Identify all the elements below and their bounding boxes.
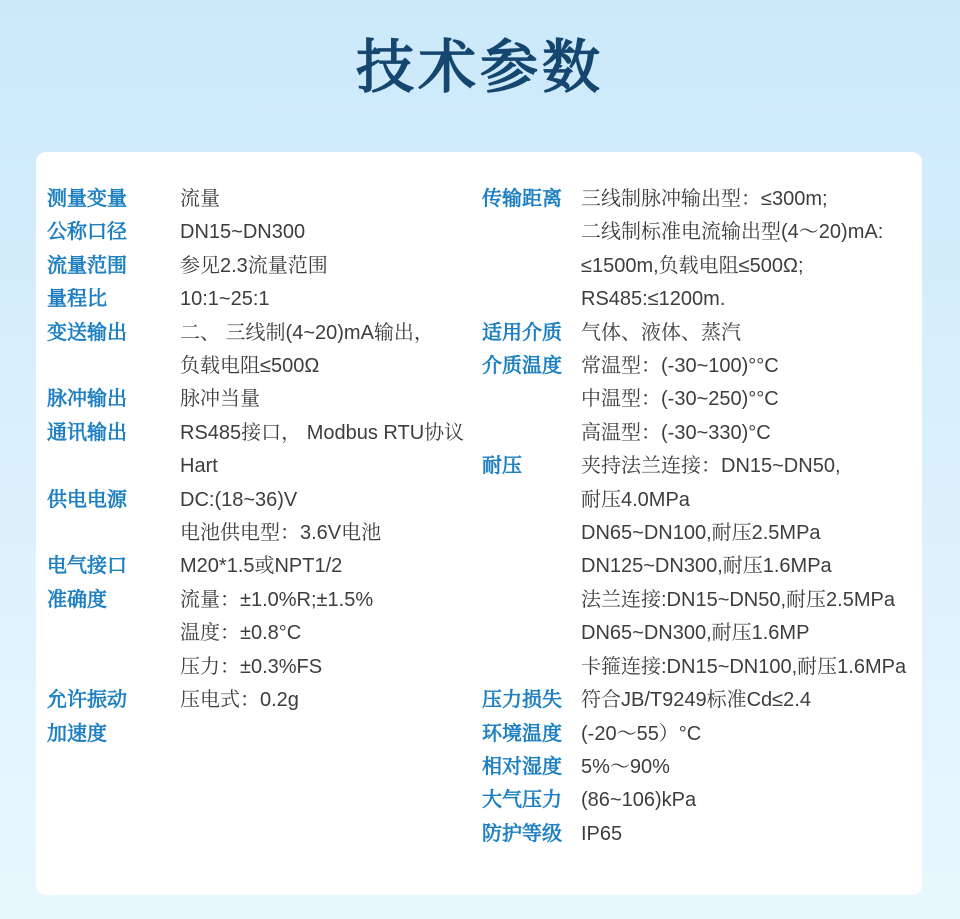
spec-label <box>482 350 581 383</box>
spec-value <box>581 751 922 784</box>
spec-value <box>180 250 482 283</box>
spec-card <box>36 152 922 895</box>
spec-row <box>482 183 922 317</box>
spec-value-line: 压力：±0.3%FS <box>180 655 323 678</box>
spec-label-line: 脉冲输出 <box>47 388 127 411</box>
spec-label <box>482 450 581 483</box>
spec-value <box>180 383 482 416</box>
spec-label-line: 允许振动 <box>47 689 127 712</box>
spec-row <box>47 484 482 551</box>
spec-value-line: DN65~DN100,耐压2.5MPa <box>581 522 821 545</box>
spec-column-left <box>47 183 482 751</box>
spec-label <box>47 484 180 517</box>
spec-value <box>180 317 482 384</box>
spec-label-line: 变送输出 <box>47 321 127 344</box>
spec-label-line: 加速度 <box>47 722 107 745</box>
spec-label <box>482 684 581 717</box>
spec-label <box>47 183 180 216</box>
spec-label-line: 量程比 <box>47 288 107 311</box>
spec-value-line: 夹持法兰连接：DN15~DN50, <box>581 455 841 478</box>
spec-value-line: 符合JB/T9249标准Cd≤2.4 <box>581 689 811 712</box>
spec-row <box>47 283 482 316</box>
spec-label <box>47 584 180 617</box>
spec-value-line: 二线制标准电流输出型(4～20)mA: <box>581 221 884 244</box>
spec-label <box>47 684 180 751</box>
spec-value-line: (-20～55）°C <box>581 722 702 745</box>
spec-value-line: 脉冲当量 <box>180 388 260 411</box>
spec-value <box>180 584 482 684</box>
spec-value-line: 10:1~25:1 <box>180 288 270 311</box>
spec-row <box>47 183 482 216</box>
spec-label-line: 压力损失 <box>482 689 562 712</box>
spec-label-line: 大气压力 <box>482 789 562 812</box>
spec-value-line: 常温型：(-30~100)°°C <box>581 355 779 378</box>
spec-row <box>47 584 482 684</box>
spec-value-line: 气体、液体、蒸汽 <box>581 321 741 344</box>
spec-value-line: 三线制脉冲输出型：≤300m; <box>581 188 828 210</box>
spec-value-line: DN15~DN300 <box>180 221 306 244</box>
spec-value-line: 耐压4.0MPa <box>581 488 690 511</box>
spec-value <box>180 417 482 484</box>
spec-value <box>180 283 482 316</box>
spec-value-line: DC:(18~36)V <box>180 488 298 511</box>
spec-row <box>482 751 922 784</box>
spec-row <box>482 350 922 450</box>
spec-label <box>482 317 581 350</box>
spec-label-line: 环境温度 <box>482 722 562 745</box>
spec-value-line: 电池供电型：3.6V电池 <box>180 522 382 545</box>
spec-label <box>47 383 180 416</box>
spec-value-line: 负载电阻≤500Ω <box>180 355 320 378</box>
spec-row <box>47 383 482 416</box>
spec-label-line: 流量范围 <box>47 254 127 277</box>
spec-value-line: RS485接口， Modbus RTU协议 <box>180 421 465 444</box>
spec-value <box>581 818 922 851</box>
spec-value-line: 压电式：0.2g <box>180 689 299 712</box>
spec-value-line: 5%～90% <box>581 755 670 778</box>
spec-value-line: 参见2.3流量范围 <box>180 254 328 277</box>
spec-value <box>180 484 482 551</box>
spec-label-line: 适用介质 <box>482 321 562 344</box>
spec-value-line: Hart <box>180 455 218 478</box>
spec-label <box>47 417 180 450</box>
spec-value <box>581 350 922 450</box>
spec-value-line: M20*1.5或NPT1/2 <box>180 555 343 578</box>
spec-label <box>47 550 180 583</box>
spec-value-line: DN125~DN300,耐压1.6MPa <box>581 555 832 578</box>
spec-label <box>47 250 180 283</box>
spec-column-right <box>482 183 922 851</box>
spec-label <box>482 718 581 751</box>
spec-value <box>581 684 922 717</box>
spec-label <box>47 216 180 249</box>
spec-label-line: 电气接口 <box>47 555 127 578</box>
spec-label-line: 准确度 <box>47 588 107 611</box>
spec-label <box>482 784 581 817</box>
spec-label-line: 相对湿度 <box>482 755 562 778</box>
spec-value-line: ≤1500m,负载电阻≤500Ω; <box>581 254 804 277</box>
spec-row <box>482 317 922 350</box>
spec-label <box>47 317 180 350</box>
spec-value <box>180 550 482 583</box>
spec-value-line: 二、 三线制(4~20)mA输出， <box>180 321 434 344</box>
spec-label-line: 供电电源 <box>47 488 127 511</box>
spec-value <box>581 784 922 817</box>
spec-value <box>581 450 922 684</box>
spec-row <box>482 450 922 684</box>
spec-label-line: 公称口径 <box>47 221 127 244</box>
spec-row <box>47 417 482 484</box>
spec-row <box>482 818 922 851</box>
page-title: 技术参数 <box>355 35 604 100</box>
spec-label <box>482 818 581 851</box>
spec-value-line: DN65~DN300,耐压1.6MP <box>581 622 810 645</box>
spec-value-line: 高温型：(-30~330)°C <box>581 421 771 444</box>
spec-row <box>482 718 922 751</box>
spec-value-line: (86~106)kPa <box>581 789 697 812</box>
spec-value-line: 流量 <box>180 188 220 210</box>
spec-row <box>47 216 482 249</box>
spec-row <box>47 684 482 751</box>
spec-label-line: 通讯输出 <box>47 421 127 444</box>
spec-row <box>47 317 482 384</box>
spec-value <box>180 216 482 249</box>
spec-value <box>581 317 922 350</box>
spec-label <box>482 751 581 784</box>
spec-row <box>482 784 922 817</box>
spec-label <box>482 183 581 216</box>
spec-label-line: 传输距离 <box>482 188 562 210</box>
spec-label-line: 介质温度 <box>482 355 562 378</box>
spec-value-line: 法兰连接:DN15~DN50,耐压2.5MPa <box>581 588 895 611</box>
spec-value <box>180 684 482 717</box>
spec-value <box>581 718 922 751</box>
spec-row <box>47 550 482 583</box>
spec-value-line: 中温型：(-30~250)°°C <box>581 388 779 411</box>
spec-value <box>180 183 482 216</box>
spec-label-line: 耐压 <box>482 455 522 478</box>
spec-row <box>482 684 922 717</box>
spec-label-line: 防护等级 <box>482 822 562 845</box>
spec-value-line: 流量：±1.0%R;±1.5% <box>180 588 374 611</box>
spec-value-line: 温度：±0.8°C <box>180 622 302 645</box>
spec-value-line: 卡箍连接:DN15~DN100,耐压1.6MPa <box>581 655 907 678</box>
spec-row <box>47 250 482 283</box>
spec-value <box>581 183 922 317</box>
spec-value-line: RS485:≤1200m. <box>581 288 726 311</box>
spec-value-line: IP65 <box>581 822 623 845</box>
spec-label-line: 测量变量 <box>47 188 127 210</box>
spec-label <box>47 283 180 316</box>
